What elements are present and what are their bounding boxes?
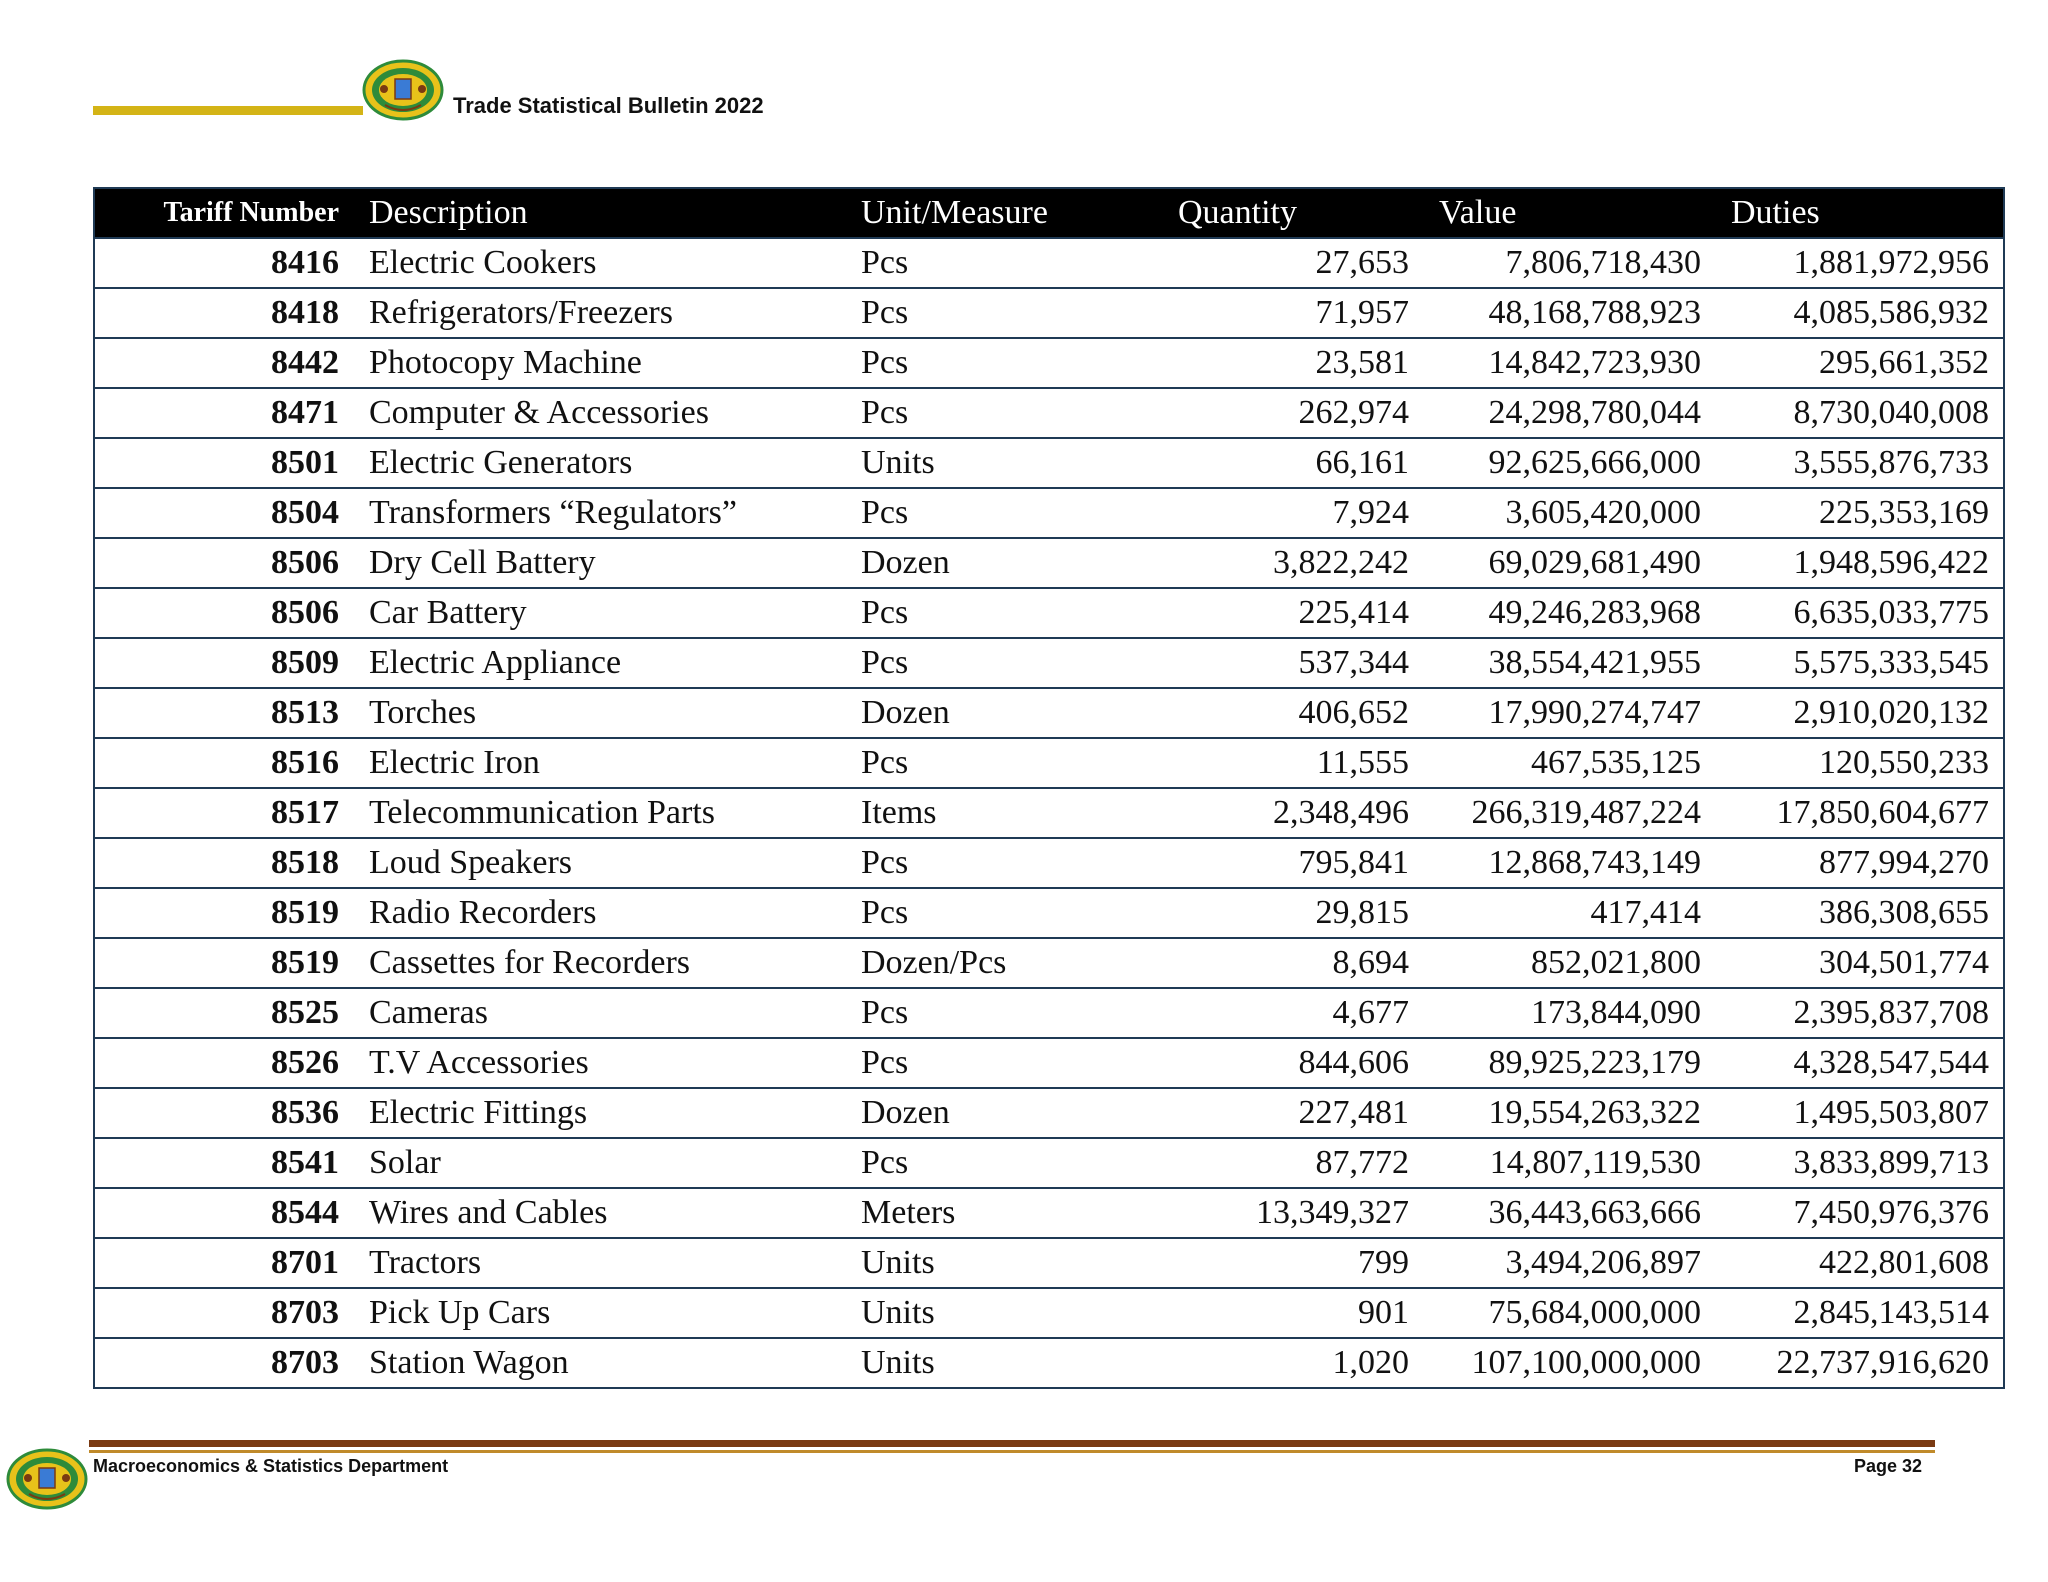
unit-cell: Pcs (861, 294, 909, 331)
quantity-cell: 225,414 (1298, 594, 1409, 631)
quantity-cell: 262,974 (1298, 394, 1409, 431)
duties-cell: 4,328,547,544 (1793, 1044, 1989, 1081)
quantity-cell: 27,653 (1315, 244, 1409, 281)
duties-cell: 6,635,033,775 (1793, 594, 1989, 631)
value-cell: 36,443,663,666 (1488, 1194, 1701, 1231)
description-cell: Cassettes for Recorders (369, 944, 691, 981)
footer-department: Macroeconomics & Statistics Department (93, 1456, 449, 1476)
duties-cell: 120,550,233 (1819, 744, 1989, 781)
unit-cell: Units (861, 444, 935, 481)
unit-cell: Items (861, 794, 937, 831)
tariff-number-cell: 8519 (271, 894, 339, 931)
table-row (94, 788, 2004, 838)
value-cell: 48,168,788,923 (1488, 294, 1701, 331)
description-cell: Computer & Accessories (369, 394, 709, 431)
unit-cell: Pcs (861, 844, 909, 881)
description-cell: Solar (369, 1144, 441, 1181)
tariff-number-cell: 8541 (271, 1144, 339, 1181)
table-row (94, 988, 2004, 1038)
unit-cell: Dozen (861, 544, 950, 581)
table-row (94, 488, 2004, 538)
unit-cell: Meters (861, 1194, 956, 1231)
unit-cell: Pcs (861, 394, 909, 431)
quantity-cell: 406,652 (1298, 694, 1409, 731)
quantity-cell: 844,606 (1298, 1044, 1409, 1081)
value-cell: 92,625,666,000 (1488, 444, 1701, 481)
duties-cell: 22,737,916,620 (1776, 1344, 1989, 1381)
quantity-cell: 13,349,327 (1256, 1194, 1409, 1231)
tariff-number-cell: 8471 (271, 394, 339, 431)
value-cell: 24,298,780,044 (1488, 394, 1701, 431)
tariff-number-cell: 8525 (271, 994, 339, 1031)
description-cell: Station Wagon (369, 1344, 569, 1381)
quantity-cell: 23,581 (1315, 344, 1409, 381)
unit-cell: Pcs (861, 594, 909, 631)
unit-cell: Units (861, 1294, 935, 1331)
tariff-number-cell: 8518 (271, 844, 339, 881)
value-cell: 75,684,000,000 (1488, 1294, 1701, 1331)
duties-cell: 17,850,604,677 (1776, 794, 1989, 831)
table-row (94, 1238, 2004, 1288)
unit-cell: Units (861, 1344, 935, 1381)
column-header-duties: Duties (1715, 188, 2004, 238)
duties-cell: 4,085,586,932 (1793, 294, 1989, 331)
value-cell: 69,029,681,490 (1488, 544, 1701, 581)
description-cell: Wires and Cables (369, 1194, 608, 1231)
quantity-cell: 799 (1358, 1244, 1409, 1281)
table-row (94, 688, 2004, 738)
tariff-number-cell: 8504 (271, 494, 339, 531)
description-cell: Pick Up Cars (369, 1294, 551, 1331)
tariff-number-cell: 8442 (271, 344, 339, 381)
description-cell: Electric Generators (369, 444, 633, 481)
quantity-cell: 537,344 (1298, 644, 1409, 681)
table-row (94, 738, 2004, 788)
unit-cell: Dozen/Pcs (861, 944, 1007, 981)
unit-cell: Pcs (861, 894, 909, 931)
value-cell: 14,807,119,530 (1489, 1144, 1701, 1181)
duties-cell: 1,495,503,807 (1793, 1094, 1989, 1131)
tariff-number-cell: 8536 (271, 1094, 339, 1131)
footer-divider-accent (89, 1450, 1935, 1453)
column-header-tariff-number: Tariff Number (94, 188, 357, 238)
duties-cell: 7,450,976,376 (1793, 1194, 1989, 1231)
description-cell: Torches (369, 694, 477, 731)
description-cell: Electric Appliance (369, 644, 622, 681)
table-row (94, 1338, 2004, 1388)
quantity-cell: 7,924 (1332, 494, 1409, 531)
quantity-cell: 66,161 (1315, 444, 1409, 481)
quantity-cell: 71,957 (1315, 294, 1409, 331)
tariff-number-cell: 8501 (271, 444, 339, 481)
unit-cell: Pcs (861, 344, 909, 381)
quantity-cell: 901 (1358, 1294, 1409, 1331)
table-row (94, 838, 2004, 888)
description-cell: Electric Fittings (369, 1094, 588, 1131)
description-cell: Radio Recorders (369, 894, 597, 931)
tariff-number-cell: 8517 (271, 794, 339, 831)
tariff-number-cell: 8519 (271, 944, 339, 981)
tariff-number-cell: 8506 (271, 594, 339, 631)
table-row (94, 1088, 2004, 1138)
value-cell: 89,925,223,179 (1488, 1044, 1701, 1081)
duties-cell: 1,948,596,422 (1793, 544, 1989, 581)
duties-cell: 8,730,040,008 (1793, 394, 1989, 431)
table-body (94, 238, 2004, 1388)
duties-cell: 225,353,169 (1819, 494, 1989, 531)
value-cell: 17,990,274,747 (1488, 694, 1701, 731)
table-row (94, 388, 2004, 438)
bulletin-title: Trade Statistical Bulletin 2022 (453, 93, 764, 118)
table-row (94, 238, 2004, 288)
quantity-cell: 795,841 (1298, 844, 1409, 881)
unit-cell: Pcs (861, 244, 909, 281)
unit-cell: Dozen (861, 1094, 950, 1131)
table-row (94, 638, 2004, 688)
table-row (94, 1188, 2004, 1238)
tariff-number-cell: 8544 (271, 1194, 339, 1231)
value-cell: 14,842,723,930 (1488, 344, 1701, 381)
table-row (94, 938, 2004, 988)
table-row (94, 588, 2004, 638)
tariff-number-cell: 8416 (271, 244, 339, 281)
description-cell: Electric Cookers (369, 244, 597, 281)
value-cell: 7,806,718,430 (1505, 244, 1701, 281)
unit-cell: Pcs (861, 644, 909, 681)
header-accent-bar (93, 106, 363, 115)
unit-cell: Pcs (861, 494, 909, 531)
table-row (94, 888, 2004, 938)
duties-cell: 1,881,972,956 (1793, 244, 1989, 281)
tariff-number-cell: 8513 (271, 694, 339, 731)
value-cell: 417,414 (1590, 894, 1701, 931)
description-cell: Loud Speakers (369, 844, 573, 881)
tariff-number-cell: 8526 (271, 1044, 339, 1081)
value-cell: 38,554,421,955 (1488, 644, 1701, 681)
tariff-number-cell: 8506 (271, 544, 339, 581)
duties-cell: 2,395,837,708 (1793, 994, 1989, 1031)
table-row (94, 1288, 2004, 1338)
tariff-number-cell: 8701 (271, 1244, 339, 1281)
coat-of-arms-icon (6, 1448, 88, 1510)
column-header-value: Value (1423, 188, 1715, 238)
coat-of-arms-icon (362, 59, 444, 121)
value-cell: 3,494,206,897 (1505, 1244, 1701, 1281)
value-cell: 107,100,000,000 (1471, 1344, 1701, 1381)
value-cell: 3,605,420,000 (1505, 494, 1701, 531)
description-cell: Telecommunication Parts (369, 794, 716, 831)
description-cell: Photocopy Machine (369, 344, 642, 381)
value-cell: 49,246,283,968 (1488, 594, 1701, 631)
quantity-cell: 11,555 (1316, 744, 1409, 781)
unit-cell: Pcs (861, 1044, 909, 1081)
tariff-number-cell: 8509 (271, 644, 339, 681)
value-cell: 467,535,125 (1531, 744, 1701, 781)
description-cell: Tractors (369, 1244, 482, 1281)
unit-cell: Pcs (861, 1144, 909, 1181)
table-header-row (94, 188, 2004, 238)
table-row (94, 1038, 2004, 1088)
value-cell: 12,868,743,149 (1488, 844, 1701, 881)
table-row (94, 438, 2004, 488)
quantity-cell: 4,677 (1332, 994, 1409, 1031)
tariff-number-cell: 8516 (271, 744, 339, 781)
unit-cell: Units (861, 1244, 935, 1281)
duties-cell: 877,994,270 (1819, 844, 1989, 881)
duties-cell: 2,910,020,132 (1793, 694, 1989, 731)
tariff-number-cell: 8703 (271, 1344, 339, 1381)
quantity-cell: 2,348,496 (1273, 794, 1409, 831)
footer-divider (89, 1440, 1935, 1447)
duties-cell: 304,501,774 (1819, 944, 1989, 981)
column-header-unit-measure: Unit/Measure (859, 188, 1162, 238)
column-header-quantity: Quantity (1162, 188, 1423, 238)
quantity-cell: 29,815 (1315, 894, 1409, 931)
duties-cell: 3,555,876,733 (1793, 444, 1989, 481)
tariff-number-cell: 8418 (271, 294, 339, 331)
description-cell: T.V Accessories (369, 1044, 589, 1081)
unit-cell: Dozen (861, 694, 950, 731)
table-row (94, 338, 2004, 388)
value-cell: 852,021,800 (1531, 944, 1701, 981)
description-cell: Car Battery (369, 594, 527, 631)
value-cell: 19,554,263,322 (1488, 1094, 1701, 1131)
tariff-number-cell: 8703 (271, 1294, 339, 1331)
quantity-cell: 87,772 (1315, 1144, 1409, 1181)
description-cell: Refrigerators/Freezers (369, 294, 673, 331)
quantity-cell: 3,822,242 (1273, 544, 1409, 581)
quantity-cell: 1,020 (1332, 1344, 1409, 1381)
duties-cell: 386,308,655 (1819, 894, 1989, 931)
description-cell: Electric Iron (369, 744, 540, 781)
description-cell: Cameras (369, 994, 488, 1031)
tariff-data-table (93, 187, 2005, 1389)
duties-cell: 3,833,899,713 (1793, 1144, 1989, 1181)
table-row (94, 288, 2004, 338)
duties-cell: 2,845,143,514 (1793, 1294, 1989, 1331)
description-cell: Transformers “Regulators” (369, 494, 737, 531)
duties-cell: 5,575,333,545 (1793, 644, 1989, 681)
description-cell: Dry Cell Battery (369, 544, 596, 581)
table-row (94, 1138, 2004, 1188)
unit-cell: Pcs (861, 994, 909, 1031)
duties-cell: 422,801,608 (1819, 1244, 1989, 1281)
quantity-cell: 8,694 (1332, 944, 1409, 981)
value-cell: 173,844,090 (1531, 994, 1701, 1031)
unit-cell: Pcs (861, 744, 909, 781)
page-number: Page 32 (1854, 1456, 1923, 1476)
duties-cell: 295,661,352 (1819, 344, 1989, 381)
table-row (94, 538, 2004, 588)
column-header-description: Description (357, 188, 859, 238)
value-cell: 266,319,487,224 (1471, 794, 1701, 831)
quantity-cell: 227,481 (1298, 1094, 1409, 1131)
